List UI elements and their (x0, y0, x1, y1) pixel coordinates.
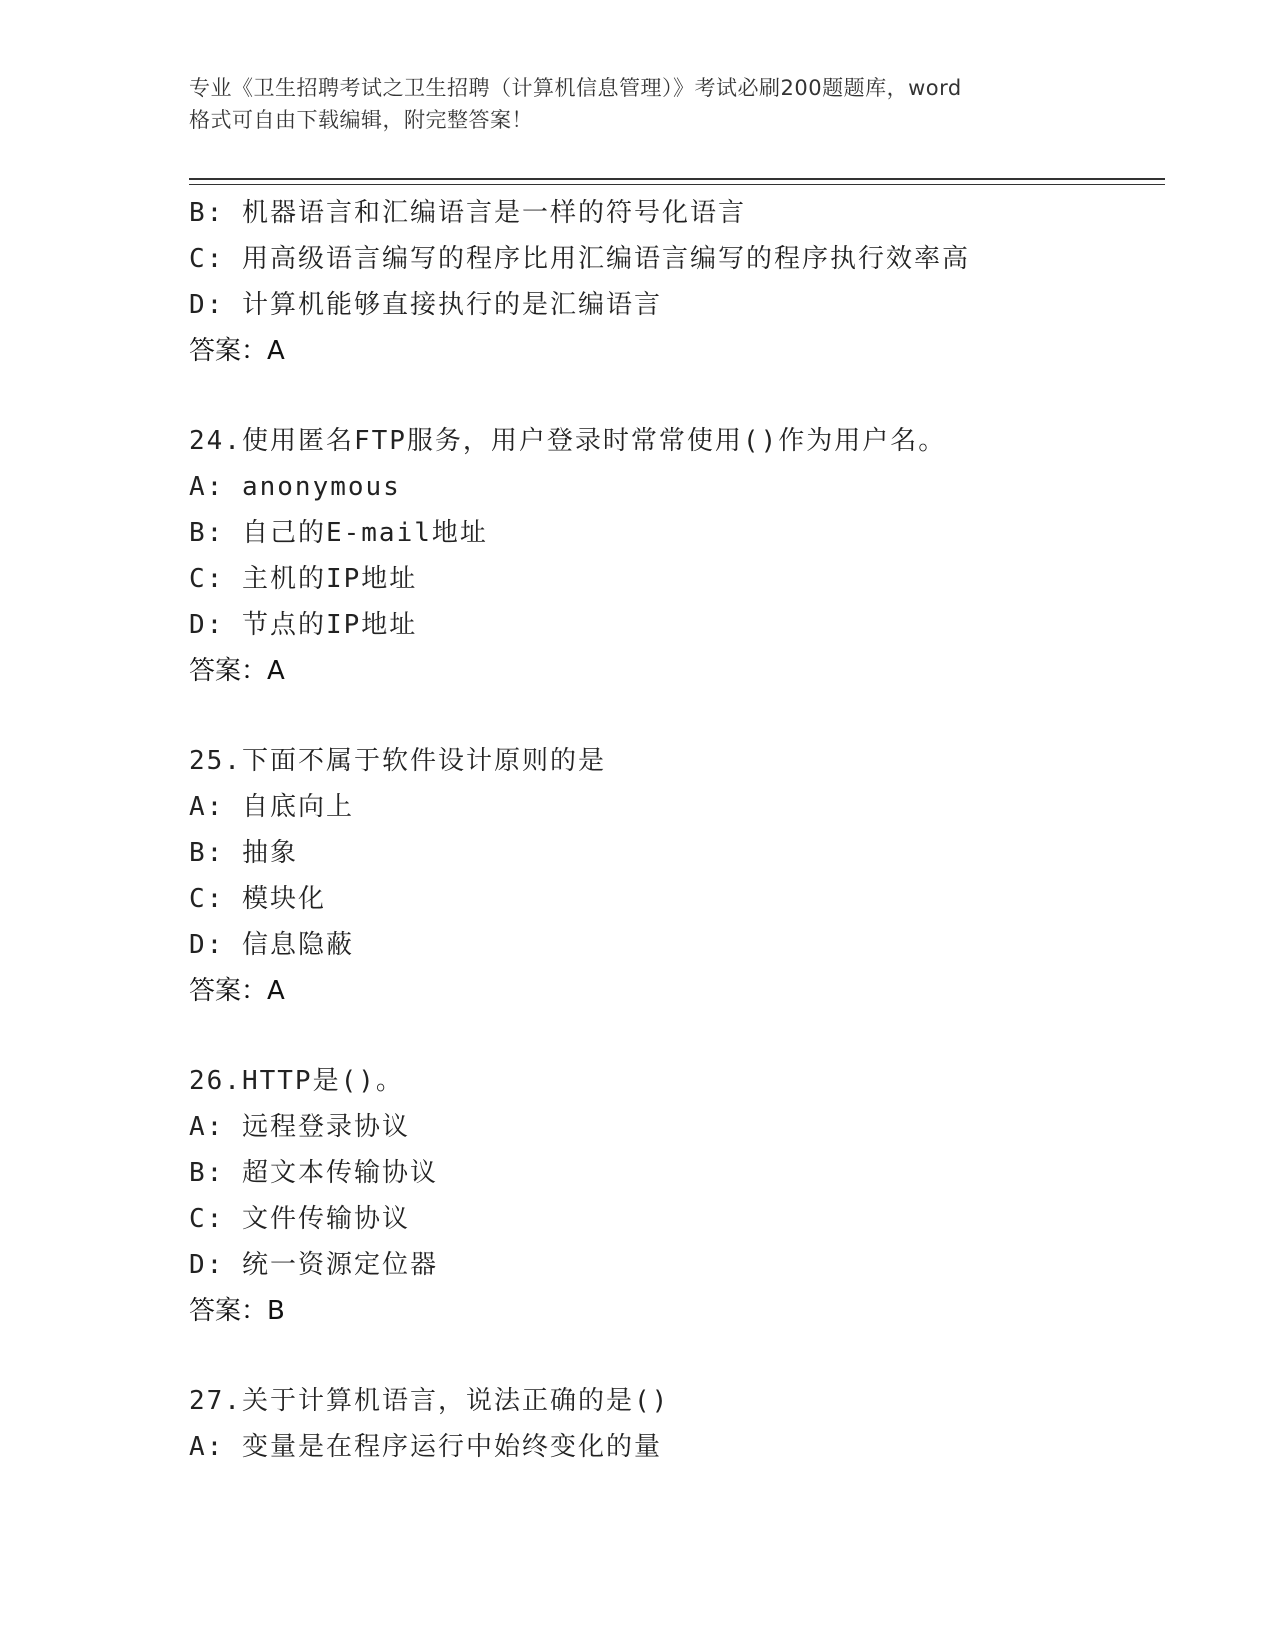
question-26 (189, 1058, 1165, 1334)
option-b: B: 抽象 (189, 838, 298, 868)
question-24 (189, 418, 1165, 694)
option-d: D: 计算机能够直接执行的是汇编语言 (189, 290, 662, 320)
option-d: D: 信息隐蔽 (189, 930, 354, 960)
answer-label: 答案：A (189, 656, 285, 686)
question-spacer (189, 1334, 1165, 1378)
option-b: B: 自己的E-mail地址 (189, 518, 488, 548)
option-a: A: anonymous (189, 472, 401, 502)
question-spacer (189, 694, 1165, 738)
option-c: C: 主机的IP地址 (189, 564, 418, 594)
option-c: C: 文件传输协议 (189, 1204, 410, 1234)
question-stem: 25.下面不属于软件设计原则的是 (189, 746, 606, 776)
header-divider-thick (189, 178, 1165, 180)
question-stem: 27.关于计算机语言，说法正确的是() (189, 1386, 670, 1416)
question-25 (189, 738, 1165, 1014)
option-d: D: 节点的IP地址 (189, 610, 418, 640)
question-stem: 26.HTTP是()。 (189, 1066, 404, 1096)
option-b: B: 超文本传输协议 (189, 1158, 438, 1188)
question-list (189, 190, 1165, 1470)
question-stem: 24.使用匿名FTP服务，用户登录时常常使用()作为用户名。 (189, 426, 947, 456)
header-title-line-1: 专业《卫生招聘考试之卫生招聘（计算机信息管理）》考试必刷200题题库，word (189, 76, 962, 100)
answer-label: 答案：A (189, 976, 285, 1006)
header-divider-thin (189, 184, 1165, 185)
option-c: C: 模块化 (189, 884, 326, 914)
answer-label: 答案：B (189, 1296, 285, 1326)
question-spacer (189, 1014, 1165, 1058)
document-header (189, 72, 1109, 136)
question-spacer (189, 374, 1165, 418)
option-a: A: 远程登录协议 (189, 1112, 410, 1142)
option-c: C: 用高级语言编写的程序比用汇编语言编写的程序执行效率高 (189, 244, 970, 274)
question-23-continued (189, 190, 1165, 374)
answer-label: 答案：A (189, 336, 285, 366)
option-a: A: 变量是在程序运行中始终变化的量 (189, 1432, 662, 1462)
option-a: A: 自底向上 (189, 792, 354, 822)
question-27 (189, 1378, 1165, 1470)
option-b: B: 机器语言和汇编语言是一样的符号化语言 (189, 198, 746, 228)
header-title-line-2: 格式可自由下载编辑，附完整答案！ (189, 108, 533, 132)
option-d: D: 统一资源定位器 (189, 1250, 438, 1280)
